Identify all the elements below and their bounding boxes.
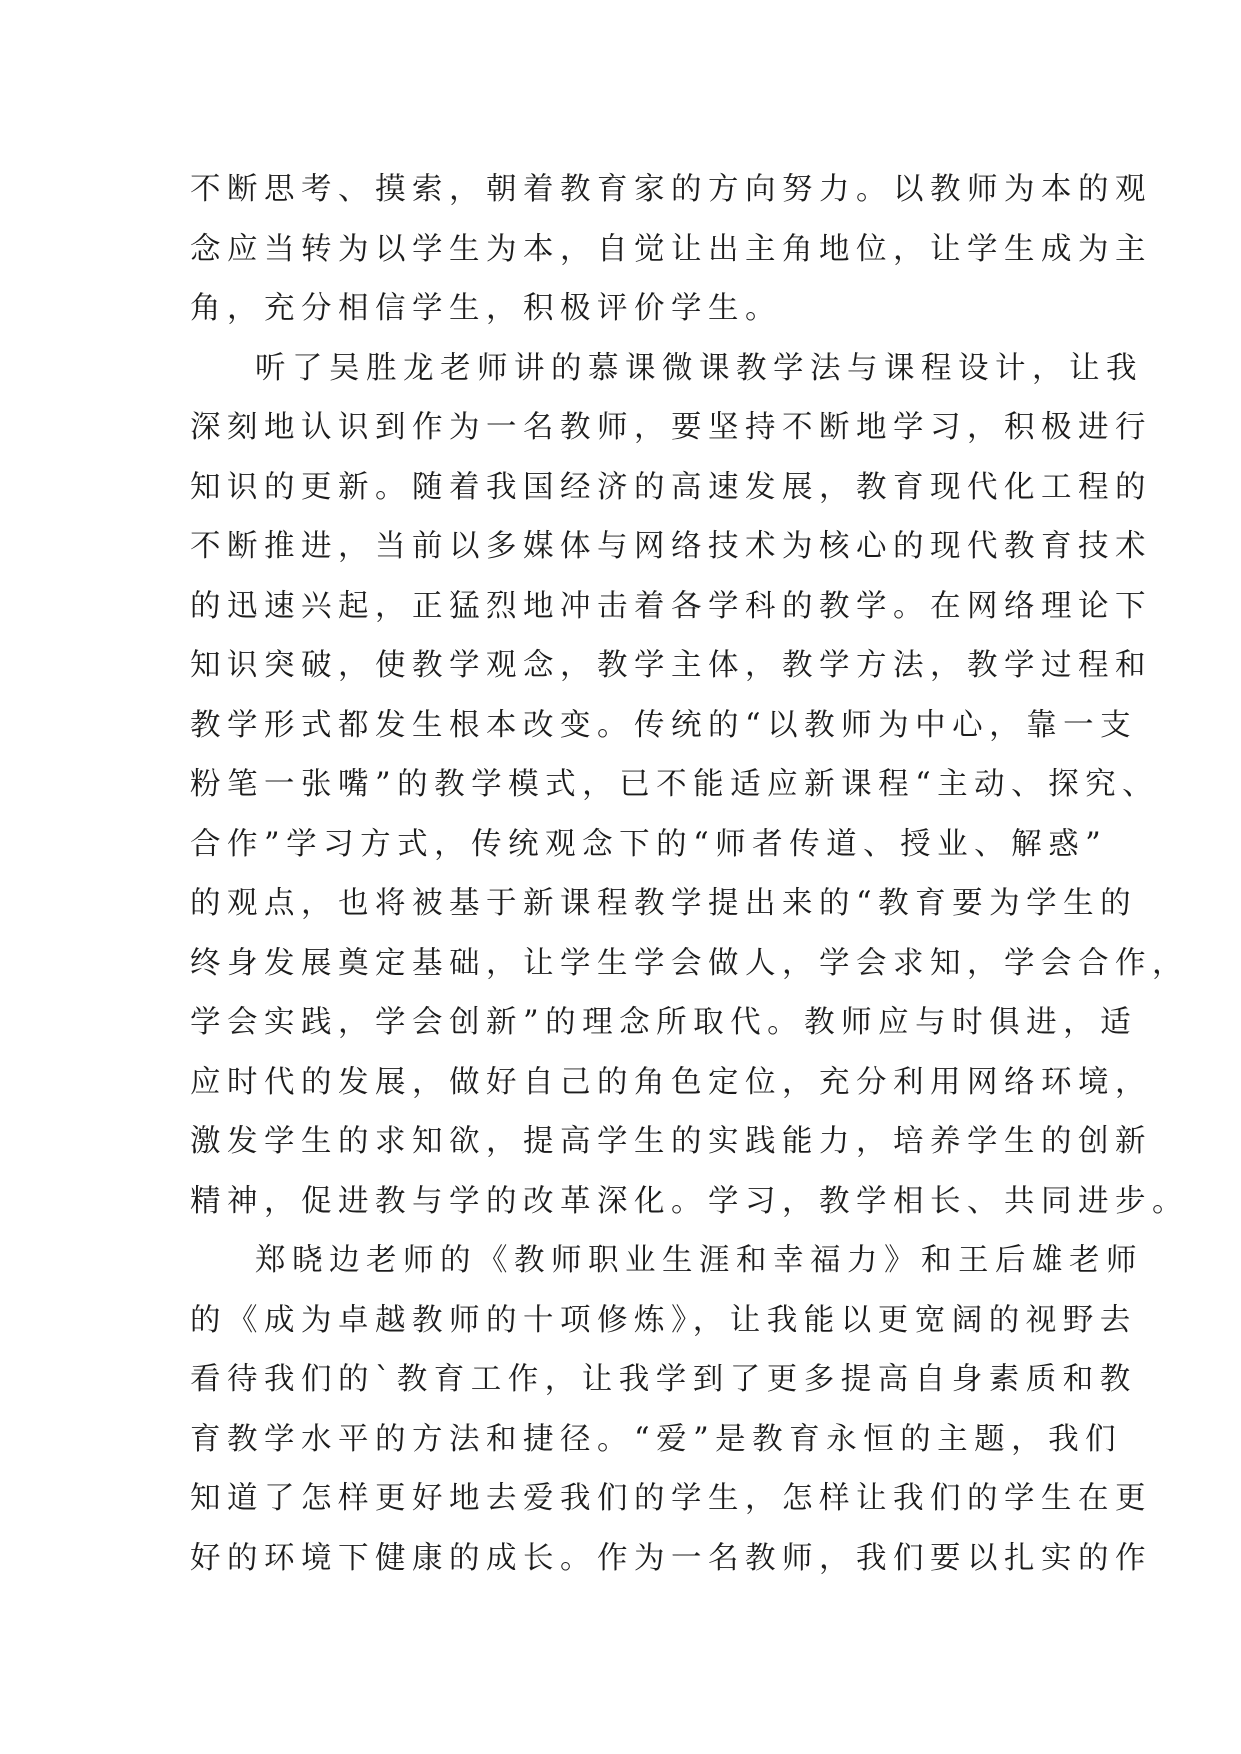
text-line: 好的环境下健康的成长。作为一名教师，我们要以扎实的作 [190,1540,1152,1576]
text-line: 合作”学习方式，传统观念下的“师者传道、授业、解惑” [190,826,1108,862]
text-line: 的《成为卓越教师的十项修炼》，让我能以更宽阔的视野去 [190,1302,1137,1338]
paragraph-2 [190,339,1189,1232]
text-line: 不断推进，当前以多媒体与网络技术为核心的现代教育技术 [190,529,1152,564]
text-line: 知道了怎样更好地去爱我们的学生，怎样让我们的学生在更 [190,1481,1152,1516]
text-line: 应时代的发展，做好自己的角色定位，充分利用网络环境， [190,1064,1152,1100]
text-line: 精神，促进教与学的改革深化。学习，教学相长、共同进步。 [190,1183,1189,1219]
text-line: 听了吴胜龙老师讲的慕课微课教学法与课程设计，让我 [255,350,1143,386]
text-line: 终身发展奠定基础，让学生学会做人，学会求知，学会合作， [190,945,1189,981]
paragraph-3 [190,1231,1152,1588]
text-line: 知识的更新。随着我国经济的高速发展，教育现代化工程的 [190,469,1152,505]
text-line: 的迅速兴起，正猛烈地冲击着各学科的教学。在网络理论下 [190,588,1152,624]
text-line: 不断思考、摸索，朝着教育家的方向努力。以教师为本的观 [190,172,1152,207]
text-line: 知识突破，使教学观念，教学主体，教学方法，教学过程和 [190,648,1152,683]
text-line: 育教学水平的方法和捷径。“爱”是教育永恒的主题，我们 [190,1421,1123,1457]
text-line: 郑晓边老师的《教师职业生涯和幸福力》和王后雄老师 [255,1243,1143,1278]
text-line: 深刻地认识到作为一名教师，要坚持不断地学习，积极进行 [190,410,1152,445]
text-line: 看待我们的`教育工作，让我学到了更多提高自身素质和教 [190,1362,1137,1397]
text-line: 角，充分相信学生，积极评价学生。 [190,291,782,326]
paragraph-1 [190,160,1152,339]
text-line: 学会实践，学会创新”的理念所取代。教师应与时俱进，适 [190,1005,1138,1040]
text-line: 教学形式都发生根本改变。传统的“以教师为中心，靠一支 [190,707,1138,743]
body-text [190,160,1189,1588]
text-line: 粉笔一张嘴”的教学模式，已不能适应新课程“主动、探究、 [190,767,1160,802]
text-line: 的观点，也将被基于新课程教学提出来的“教育要为学生的 [190,886,1138,921]
text-line: 激发学生的求知欲，提高学生的实践能力，培养学生的创新 [190,1124,1152,1159]
text-line: 念应当转为以学生为本，自觉让出主角地位，让学生成为主 [190,231,1152,267]
